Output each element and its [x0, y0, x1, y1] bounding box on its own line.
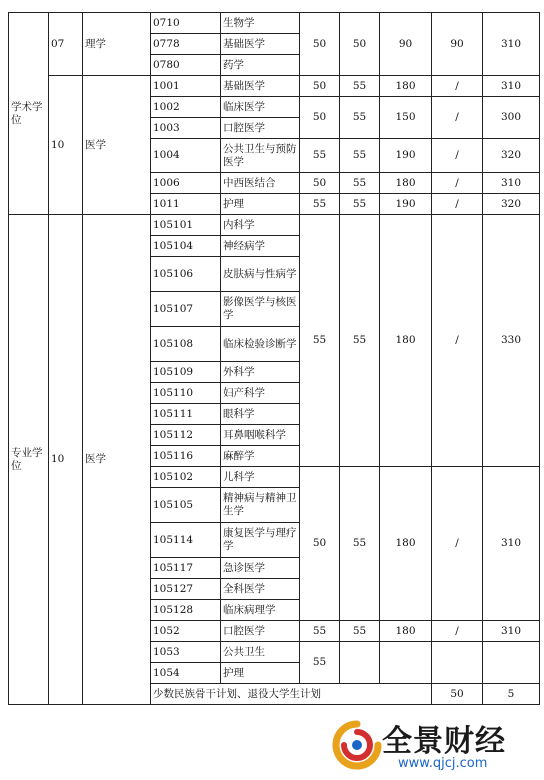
score-cell: / [432, 139, 483, 173]
major-code: 105107 [151, 292, 221, 327]
score-cell: / [432, 215, 483, 467]
discipline-name: 理学 [83, 13, 151, 76]
watermark-brand: 全景财经 [382, 724, 506, 759]
major-code: 1002 [151, 97, 221, 118]
score-cell-empty [340, 642, 380, 684]
major-name: 生物学 [221, 13, 300, 34]
score-cell: / [432, 621, 483, 642]
major-code: 105101 [151, 215, 221, 236]
total-score: 310 [483, 13, 540, 76]
score-cell: 50 [432, 684, 483, 705]
brand-logo-icon [332, 720, 382, 770]
major-code: 1006 [151, 173, 221, 194]
major-name: 神经病学 [221, 236, 300, 257]
major-code: 105106 [151, 257, 221, 292]
total-score: 320 [483, 194, 540, 215]
major-name: 公共卫生与预防医学 [221, 139, 300, 173]
discipline-code: 10 [49, 76, 83, 215]
major-code: 105116 [151, 446, 221, 467]
major-name: 临床病理学 [221, 600, 300, 621]
score-cell: 55 [340, 139, 380, 173]
major-code: 0778 [151, 34, 221, 55]
major-code: 1003 [151, 118, 221, 139]
score-cell: 50 [300, 467, 340, 621]
score-cell: 180 [380, 76, 432, 97]
score-cell: 55 [300, 194, 340, 215]
score-cell: 50 [300, 76, 340, 97]
score-cell: 90 [380, 13, 432, 76]
major-name: 口腔医学 [221, 118, 300, 139]
score-cell: 55 [340, 97, 380, 139]
major-code: 105105 [151, 488, 221, 523]
score-cell: 55 [300, 642, 340, 684]
score-cell: 5 [483, 684, 540, 705]
major-name: 公共卫生 [221, 642, 300, 663]
score-cell: 180 [380, 173, 432, 194]
major-name: 临床检验诊断学 [221, 327, 300, 362]
total-score: 320 [483, 139, 540, 173]
major-code: 105127 [151, 579, 221, 600]
score-cell: 180 [380, 215, 432, 467]
score-cell: 55 [340, 194, 380, 215]
major-code: 105111 [151, 404, 221, 425]
major-code: 105109 [151, 362, 221, 383]
score-cell: / [432, 76, 483, 97]
major-code: 105114 [151, 523, 221, 558]
score-cell: / [432, 467, 483, 621]
score-cell: 50 [340, 13, 380, 76]
major-code: 105117 [151, 558, 221, 579]
score-cell: 190 [380, 139, 432, 173]
score-cell-empty [483, 642, 540, 684]
total-score: 300 [483, 97, 540, 139]
major-name: 儿科学 [221, 467, 300, 488]
major-name: 基础医学 [221, 34, 300, 55]
total-score: 310 [483, 173, 540, 194]
score-cell: / [432, 194, 483, 215]
score-cell: 55 [340, 467, 380, 621]
score-cell: 90 [432, 13, 483, 76]
total-score: 310 [483, 467, 540, 621]
major-name: 全科医学 [221, 579, 300, 600]
major-name: 药学 [221, 55, 300, 76]
discipline-code: 07 [49, 13, 83, 76]
score-cell: 55 [340, 173, 380, 194]
total-score: 310 [483, 621, 540, 642]
score-cell: 150 [380, 97, 432, 139]
score-cell: 180 [380, 621, 432, 642]
major-name: 口腔医学 [221, 621, 300, 642]
score-cell: 55 [300, 621, 340, 642]
category-academic: 学术学位 [9, 13, 49, 215]
score-cell: 55 [340, 76, 380, 97]
major-name: 临床医学 [221, 97, 300, 118]
discipline-code: 10 [49, 215, 83, 705]
score-cell: 50 [300, 173, 340, 194]
major-code: 105104 [151, 236, 221, 257]
watermark-url: www.qjcj.com [398, 756, 488, 771]
major-code: 105110 [151, 383, 221, 404]
score-cell: 55 [300, 139, 340, 173]
major-name: 妇产科学 [221, 383, 300, 404]
score-cell: 55 [300, 215, 340, 467]
score-cell: 50 [300, 97, 340, 139]
discipline-name: 医学 [83, 215, 151, 705]
major-name: 康复医学与理疗学 [221, 523, 300, 558]
score-cell-empty [432, 642, 483, 684]
major-name: 外科学 [221, 362, 300, 383]
major-code: 1052 [151, 621, 221, 642]
major-name: 麻醉学 [221, 446, 300, 467]
category-professional: 专业学位 [9, 215, 49, 705]
major-code: 1054 [151, 663, 221, 684]
score-cell: / [432, 97, 483, 139]
major-name: 影像医学与核医学 [221, 292, 300, 327]
minority-plan-label: 少数民族骨干计划、退役大学生计划 [151, 684, 432, 705]
major-name: 急诊医学 [221, 558, 300, 579]
major-code: 0710 [151, 13, 221, 34]
major-code: 105112 [151, 425, 221, 446]
watermark [330, 716, 535, 780]
major-name: 耳鼻咽喉科学 [221, 425, 300, 446]
score-cell: / [432, 173, 483, 194]
major-code: 105102 [151, 467, 221, 488]
major-name: 内科学 [221, 215, 300, 236]
score-table [8, 12, 540, 705]
major-name: 中西医结合 [221, 173, 300, 194]
major-code: 0780 [151, 55, 221, 76]
discipline-name: 医学 [83, 76, 151, 215]
total-score: 310 [483, 76, 540, 97]
major-name: 精神病与精神卫生学 [221, 488, 300, 523]
major-name: 基础医学 [221, 76, 300, 97]
major-name: 护理 [221, 194, 300, 215]
major-code: 1001 [151, 76, 221, 97]
major-code: 1053 [151, 642, 221, 663]
total-score: 330 [483, 215, 540, 467]
major-name: 护理 [221, 663, 300, 684]
score-cell: 55 [340, 215, 380, 467]
major-name: 眼科学 [221, 404, 300, 425]
score-cell: 50 [300, 13, 340, 76]
score-cell: 180 [380, 467, 432, 621]
score-cell: 190 [380, 194, 432, 215]
score-cell-empty [380, 642, 432, 684]
major-code: 105108 [151, 327, 221, 362]
score-cell: 55 [340, 621, 380, 642]
major-name: 皮肤病与性病学 [221, 257, 300, 292]
major-code: 105128 [151, 600, 221, 621]
major-code: 1004 [151, 139, 221, 173]
major-code: 1011 [151, 194, 221, 215]
